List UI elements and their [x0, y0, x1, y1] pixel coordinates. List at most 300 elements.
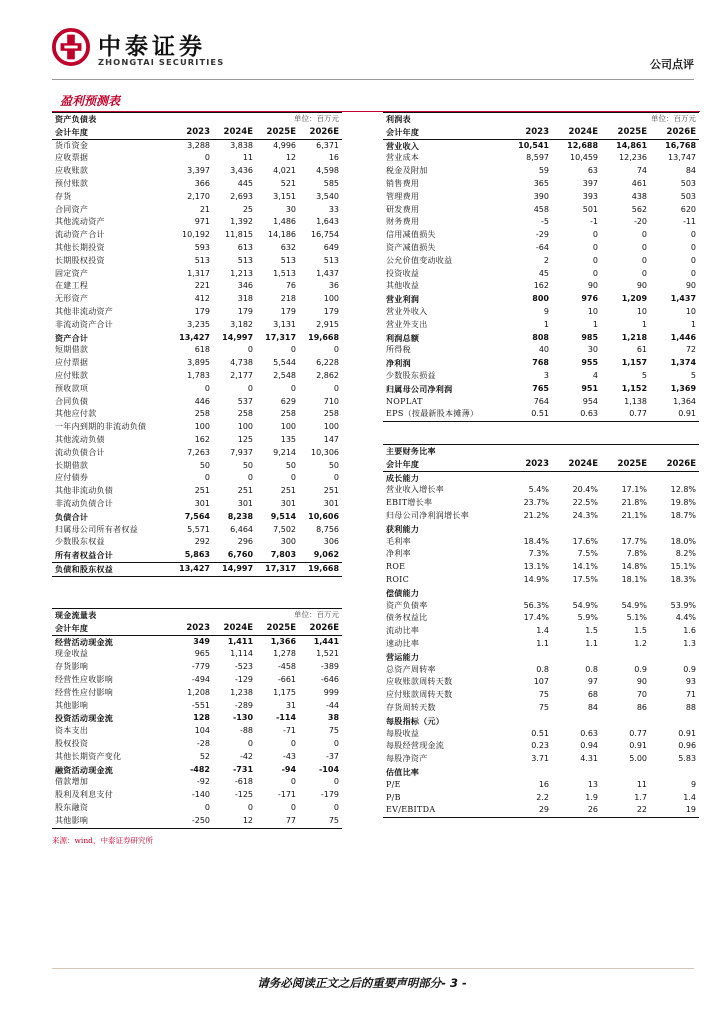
- cell-value: 76: [285, 281, 297, 291]
- cell-value: 1: [641, 319, 648, 329]
- cell-value: 9: [543, 306, 549, 316]
- table-row: [52, 549, 342, 562]
- cell-value: 7.3%: [528, 549, 549, 559]
- cell-value: 13,427: [179, 332, 210, 342]
- cell-value: -661: [277, 674, 297, 684]
- table-row: [383, 740, 699, 753]
- cell-value: 77: [256, 815, 299, 828]
- cell-value: 100: [323, 294, 340, 304]
- table-title-row: [383, 445, 699, 458]
- cell-value: 3,838: [230, 140, 254, 150]
- cell-value: [552, 651, 601, 664]
- cell-value: 0: [204, 383, 210, 393]
- cell-value: -458: [277, 662, 297, 672]
- cell-value: -551: [191, 700, 210, 710]
- table-row: [383, 396, 699, 409]
- table-row: [52, 764, 342, 777]
- cell-value: 0.63: [552, 408, 601, 421]
- row-label: 在建工程: [55, 281, 89, 291]
- cell-value: 251: [280, 486, 297, 496]
- cell-value: 125: [237, 434, 254, 444]
- cell-value: 1,392: [230, 217, 254, 227]
- cell-value: 71: [685, 690, 697, 700]
- cell-value: 0: [290, 802, 297, 812]
- cell-value: 3,895: [187, 358, 210, 368]
- table-row: [52, 700, 342, 713]
- cell-value: 16: [538, 779, 549, 789]
- cell-value: 5: [641, 370, 648, 380]
- table-title-row: [52, 609, 342, 622]
- cell-value: 19,668: [299, 562, 342, 576]
- table-row: [52, 460, 342, 473]
- cell-value: 16: [328, 153, 340, 163]
- cell-value: 88: [685, 702, 697, 712]
- cell-value: 306: [323, 537, 340, 547]
- cell-value: 100: [323, 422, 340, 432]
- cell-value: 366: [194, 178, 210, 188]
- cell-value: 72: [685, 345, 697, 355]
- row-label: 净利率: [386, 549, 411, 559]
- cell-value: 0.91: [678, 728, 697, 738]
- table-row: [52, 511, 342, 524]
- table-row: [52, 485, 342, 498]
- column-header-year: 2025E: [601, 126, 650, 139]
- cell-value: 300: [280, 537, 297, 547]
- column-header-year: 2026E: [650, 458, 699, 471]
- cell-value: 0: [592, 268, 599, 278]
- cell-value: 5,571: [187, 524, 210, 534]
- page-header: [0, 0, 724, 92]
- cell-value: [601, 651, 650, 664]
- cell-value: 17.4%: [523, 613, 549, 623]
- cell-value: 258: [280, 409, 297, 419]
- cell-value: 0: [247, 473, 254, 483]
- column-header-year: 2025E: [601, 458, 650, 471]
- cell-value: 75: [538, 702, 549, 712]
- cell-value: 0: [204, 473, 210, 483]
- cell-value: 5: [690, 370, 697, 380]
- cell-value: 11,815: [225, 230, 254, 240]
- cell-value: 301: [194, 498, 210, 508]
- cell-value: 6,228: [316, 358, 340, 368]
- table-row: [383, 484, 699, 497]
- cell-value: 976: [581, 294, 599, 304]
- column-header-label: 会计年度: [52, 126, 170, 139]
- row-label: 其他非流动负债: [55, 486, 114, 496]
- cell-value: 1.2: [634, 638, 647, 648]
- cell-value: [552, 587, 601, 600]
- section-row: [383, 651, 699, 664]
- cell-value: 8,238: [227, 511, 254, 521]
- table-row: [383, 728, 699, 741]
- cell-value: 30: [587, 345, 599, 355]
- cell-value: 800: [532, 294, 549, 304]
- table-row: [52, 674, 342, 687]
- cell-value: 390: [533, 191, 549, 201]
- table-row: [52, 178, 342, 191]
- cell-value: 21.1%: [621, 510, 647, 520]
- cell-value: 17.7%: [621, 536, 647, 546]
- cell-value: 0: [641, 255, 648, 265]
- cell-value: 3: [543, 370, 549, 380]
- row-label: 借款增加: [55, 777, 89, 787]
- cell-value: 296: [237, 537, 254, 547]
- cell-value: 0.8: [585, 664, 598, 674]
- row-label: 非流动负债合计: [55, 498, 114, 508]
- cell-value: 12,236: [619, 153, 648, 163]
- table-unit: 单位：百万元: [256, 609, 342, 622]
- cell-value: 11: [242, 153, 254, 163]
- cell-value: 7,502: [273, 524, 297, 534]
- cell-value: 613: [237, 242, 254, 252]
- row-label: 债务权益比: [386, 613, 428, 623]
- cell-value: 22.5%: [572, 498, 598, 508]
- table-row: [52, 396, 342, 409]
- cell-value: 503: [680, 191, 697, 201]
- cell-value: 19: [650, 804, 699, 817]
- cell-value: 2,693: [230, 191, 254, 201]
- table-row: [52, 738, 342, 751]
- column-header-year: 2024E: [552, 126, 601, 139]
- cell-value: 0.96: [678, 741, 697, 751]
- cell-value: 17.6%: [572, 536, 598, 546]
- cell-value: 14.9%: [523, 574, 549, 584]
- cell-value: 100: [194, 422, 210, 432]
- cell-value: 1.4: [536, 626, 549, 636]
- cell-value: 135: [280, 434, 297, 444]
- cell-value: 19,668: [308, 332, 340, 342]
- cell-value: 16,754: [311, 230, 340, 240]
- cell-value: 397: [582, 178, 599, 188]
- cell-value: 14,997: [222, 332, 254, 342]
- table-row: [383, 165, 699, 178]
- table-row: [52, 789, 342, 802]
- cell-value: 5,544: [273, 358, 297, 368]
- table-header-row: [52, 126, 342, 139]
- table-row: [52, 661, 342, 674]
- row-label: 存货影响: [55, 662, 89, 672]
- cell-value: 1: [690, 319, 697, 329]
- cell-value: -71: [282, 726, 297, 736]
- table-unit: 单位：百万元: [256, 113, 342, 126]
- table-row: [52, 687, 342, 700]
- cell-value: -42: [239, 751, 254, 761]
- row-label: 经营性应收影响: [55, 674, 114, 684]
- cell-value: 0: [204, 153, 210, 163]
- cell-value: 30: [285, 204, 297, 214]
- row-label: 负债合计: [55, 511, 89, 522]
- cell-value: 3,436: [230, 166, 254, 176]
- row-label: 营业收入增长率: [386, 485, 445, 495]
- cell-value: 75: [328, 726, 340, 736]
- row-label: EV/EBITDA: [383, 804, 503, 817]
- cell-value: -494: [191, 674, 210, 684]
- cell-value: 438: [631, 191, 648, 201]
- cell-value: 13,427: [170, 562, 213, 576]
- row-label: 非流动资产合计: [55, 319, 114, 329]
- table-row: [383, 676, 699, 689]
- table-row: [383, 804, 699, 817]
- cell-value: 593: [194, 242, 210, 252]
- row-label: 资产减值损失: [386, 242, 436, 252]
- cell-value: 179: [194, 306, 210, 316]
- cell-value: 0: [333, 738, 340, 748]
- balance-sheet-table: [52, 112, 342, 577]
- row-label: 速动比率: [386, 638, 420, 648]
- cell-value: 251: [323, 486, 340, 496]
- cell-value: [552, 523, 601, 536]
- cell-value: -114: [275, 713, 297, 723]
- row-label: 估值比率: [386, 766, 420, 777]
- cell-value: 5.1%: [626, 613, 647, 623]
- cell-value: 7,803: [270, 550, 297, 560]
- column-header-label: 会计年度: [383, 126, 503, 139]
- cell-value: -140: [191, 790, 210, 800]
- cell-value: 3,182: [230, 319, 254, 329]
- row-label: 少数股东损益: [386, 370, 436, 380]
- row-label: 合同资产: [55, 204, 89, 214]
- cell-value: 292: [194, 537, 210, 547]
- cell-value: -88: [239, 726, 254, 736]
- cell-value: -130: [232, 713, 254, 723]
- cell-value: 1,366: [270, 636, 297, 646]
- table-row: [52, 370, 342, 383]
- cell-value: 1,446: [670, 332, 697, 342]
- row-label: 固定资产: [55, 268, 89, 278]
- cell-value: 21.8%: [621, 498, 647, 508]
- section-title: 盈利预测表: [60, 94, 121, 108]
- cell-value: 1,238: [230, 687, 254, 697]
- cell-value: 100: [237, 422, 254, 432]
- cell-value: 107: [533, 677, 549, 687]
- table-row: [52, 447, 342, 460]
- cell-value: 0.51: [531, 728, 549, 738]
- financial-ratios-table: [383, 444, 699, 818]
- cell-value: 1,441: [313, 636, 340, 646]
- row-label: 合同负债: [55, 396, 89, 406]
- table-row: [52, 421, 342, 434]
- cell-value: 513: [194, 255, 210, 265]
- column-header-year: 2025E: [256, 622, 299, 635]
- table-row: [52, 280, 342, 293]
- cell-value: 90: [636, 677, 647, 687]
- table-row: [383, 664, 699, 677]
- cell-value: 9: [690, 779, 697, 789]
- row-label: 毛利率: [386, 536, 411, 546]
- table-row: [383, 268, 699, 281]
- cell-value: 0: [290, 473, 297, 483]
- cell-value: 10: [636, 306, 648, 316]
- cell-value: 258: [237, 409, 254, 419]
- row-label: 净利润: [386, 358, 411, 369]
- row-label: 流动负债合计: [55, 447, 105, 457]
- cell-value: 6,760: [227, 550, 254, 560]
- cell-value: -618: [234, 777, 254, 787]
- column-header-year: 2026E: [650, 126, 699, 139]
- row-label: 一年内到期的非流动负债: [55, 422, 147, 432]
- cell-value: 0.8: [536, 664, 549, 674]
- cell-value: 1,152: [621, 383, 648, 393]
- row-label: 负债和股东权益: [52, 562, 170, 576]
- row-label: 其他收益: [386, 281, 420, 291]
- table-row: [52, 293, 342, 306]
- cell-value: 36: [328, 281, 340, 291]
- cell-value: 7.5%: [577, 549, 598, 559]
- cell-value: 0: [247, 345, 254, 355]
- row-label: 每股经营现金流: [386, 741, 445, 751]
- cell-value: 1,369: [670, 383, 697, 393]
- cell-value: [503, 523, 552, 536]
- cell-value: 14,186: [268, 230, 297, 240]
- cell-value: 3,131: [273, 319, 297, 329]
- cell-value: [552, 766, 601, 779]
- column-header-year: 2024E: [213, 622, 256, 635]
- cell-value: [601, 766, 650, 779]
- cell-value: 7,263: [187, 447, 210, 457]
- table-row: [383, 370, 699, 383]
- page-footer: 请务必阅读正文之后的重要声明部分- 3 -: [257, 976, 467, 990]
- row-label: 应付账款周转天数: [386, 690, 453, 700]
- cell-value: 1.5: [634, 626, 647, 636]
- row-label: 应付债券: [55, 473, 89, 483]
- table-row: [383, 216, 699, 229]
- table-row: [52, 229, 342, 242]
- cell-value: 1.3: [683, 638, 697, 648]
- table-row: [52, 648, 342, 661]
- cell-value: 1.1: [585, 638, 598, 648]
- cell-value: -64: [535, 242, 549, 252]
- table-row: [52, 268, 342, 281]
- cell-value: 0: [333, 345, 340, 355]
- row-label: NOPLAT: [386, 396, 423, 406]
- table-row: [383, 319, 699, 332]
- cell-value: 537: [237, 396, 254, 406]
- table-row: [52, 332, 342, 345]
- column-header-label: 会计年度: [52, 622, 170, 635]
- table-row: [383, 383, 699, 396]
- cell-value: 14,861: [616, 140, 648, 150]
- row-label: 资本支出: [55, 726, 89, 736]
- cell-value: -92: [196, 777, 210, 787]
- row-label: 营业利润: [386, 294, 420, 305]
- cell-value: [601, 523, 650, 536]
- cell-value: 0: [641, 230, 648, 240]
- table-row: [52, 139, 342, 152]
- cell-value: 955: [581, 358, 599, 368]
- cell-value: 1,209: [621, 294, 648, 304]
- section-row: [383, 715, 699, 728]
- table-row: [383, 702, 699, 715]
- cell-value: 14.1%: [572, 562, 598, 572]
- cell-value: 985: [581, 332, 599, 342]
- cell-value: 2,170: [187, 191, 210, 201]
- cell-value: -29: [535, 230, 549, 240]
- document-type: 公司点评: [650, 58, 694, 71]
- cell-value: 162: [194, 434, 210, 444]
- cell-value: 764: [533, 396, 549, 406]
- cell-value: 954: [582, 396, 599, 406]
- cell-value: 461: [631, 178, 648, 188]
- cell-value: 3,540: [316, 191, 340, 201]
- cell-value: 0: [290, 383, 297, 393]
- cell-value: 17,317: [265, 332, 297, 342]
- row-label: 资产负债率: [386, 600, 428, 610]
- cell-value: 1.5: [585, 626, 598, 636]
- cell-value: [503, 587, 552, 600]
- row-label: 无形资产: [55, 294, 89, 304]
- table-row: [383, 689, 699, 702]
- row-label: 营业成本: [386, 153, 420, 163]
- row-label: 销售费用: [386, 178, 420, 188]
- cell-value: 20.4%: [572, 485, 598, 495]
- row-label: 投资收益: [386, 268, 420, 278]
- cell-value: 1,411: [227, 636, 254, 646]
- table-row: [383, 344, 699, 357]
- cell-value: [503, 715, 552, 728]
- cell-value: 258: [194, 409, 210, 419]
- cell-value: 808: [532, 332, 549, 342]
- cell-value: 33: [328, 204, 340, 214]
- cell-value: 0: [204, 802, 210, 812]
- row-label: 预收款项: [55, 383, 89, 393]
- cell-value: 5.9%: [577, 613, 598, 623]
- cell-value: 162: [533, 281, 549, 291]
- cell-value: 0.77: [601, 408, 650, 421]
- table-title: 主要财务比率: [383, 445, 699, 458]
- table-row: [383, 408, 699, 421]
- cell-value: 0: [290, 777, 297, 787]
- cell-value: 18.7%: [670, 510, 697, 520]
- cell-value: 710: [323, 396, 340, 406]
- cell-value: 4,996: [273, 140, 297, 150]
- cell-value: 965: [194, 649, 210, 659]
- table-row: [52, 472, 342, 485]
- cell-value: 90: [587, 281, 599, 291]
- cell-value: 10: [587, 306, 599, 316]
- cell-value: 768: [532, 358, 549, 368]
- cell-value: 2.2: [536, 792, 549, 802]
- row-label: 存货: [55, 191, 72, 201]
- brand-name-cn: 中泰证券: [98, 34, 206, 60]
- cell-value: -179: [320, 790, 340, 800]
- cell-value: 90: [685, 281, 697, 291]
- cell-value: 18.1%: [621, 574, 647, 584]
- table-row: [52, 725, 342, 738]
- cell-value: 50: [199, 460, 210, 470]
- cell-value: [503, 471, 552, 484]
- row-label: 其他流动资产: [55, 217, 105, 227]
- column-header-year: 2023: [170, 126, 213, 139]
- cell-value: 632: [280, 242, 297, 252]
- row-label: 投资活动现金流: [55, 713, 114, 724]
- cell-value: 0.23: [531, 741, 549, 751]
- cell-value: -289: [234, 700, 254, 710]
- cell-value: 1.7: [634, 792, 647, 802]
- cell-value: 9,214: [273, 447, 297, 457]
- cell-value: 1,364: [673, 396, 697, 406]
- table-row: [383, 625, 699, 638]
- row-label: 其他长期资产变化: [55, 751, 122, 761]
- row-label: 少数股东权益: [55, 537, 105, 547]
- cell-value: 458: [533, 204, 549, 214]
- cell-value: 0.91: [650, 408, 699, 421]
- cell-value: 0: [592, 230, 599, 240]
- cell-value: 2,915: [316, 319, 340, 329]
- cell-value: 15.1%: [670, 562, 697, 572]
- table-row: [52, 498, 342, 511]
- table-row: [52, 383, 342, 396]
- cell-value: 12: [213, 815, 256, 828]
